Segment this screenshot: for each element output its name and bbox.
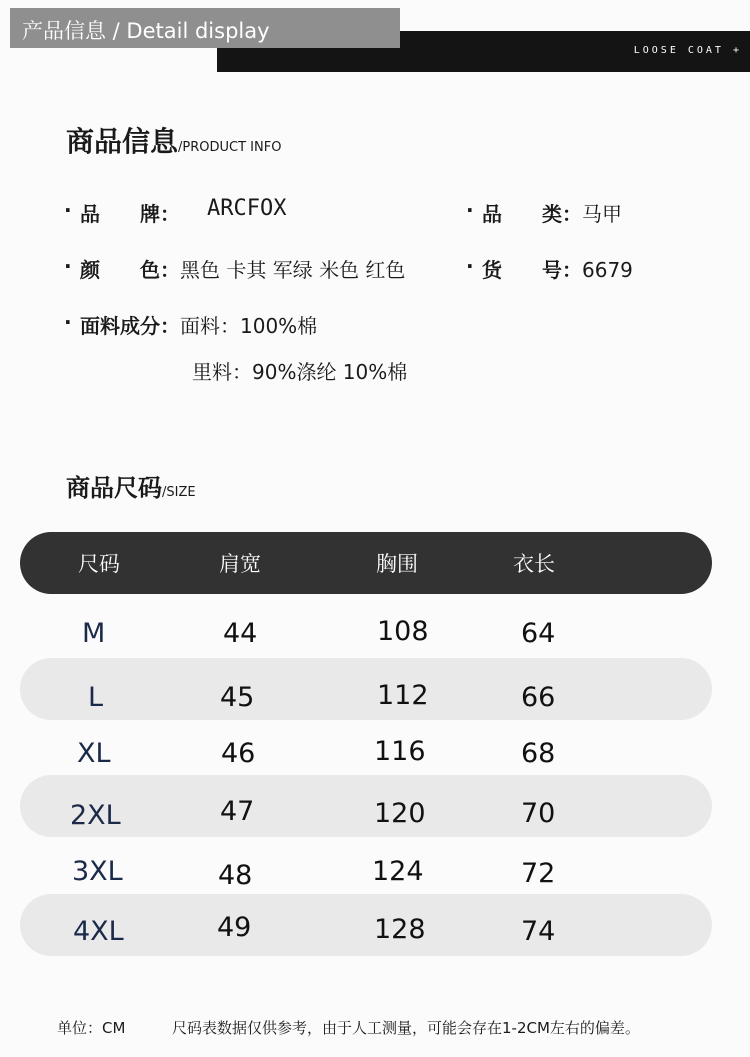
table-cell-chest: 112 bbox=[377, 680, 429, 711]
header-size: 尺码 bbox=[78, 552, 120, 576]
bullet-dot: · bbox=[466, 254, 474, 278]
table-cell-shoulder: 46 bbox=[221, 738, 256, 769]
product-info-title-cn: 商品信息 bbox=[66, 125, 179, 158]
table-cell-shoulder: 44 bbox=[223, 618, 258, 649]
fabric-label: 面料成分： bbox=[80, 314, 180, 338]
header-shoulder: 肩宽 bbox=[219, 552, 261, 576]
table-cell-chest: 128 bbox=[374, 914, 426, 945]
table-cell-size: 3XL bbox=[72, 856, 123, 887]
table-row-stripe bbox=[20, 658, 712, 720]
table-cell-chest: 120 bbox=[374, 798, 426, 829]
table-cell-length: 66 bbox=[521, 682, 556, 713]
table-cell-length: 64 bbox=[521, 618, 556, 649]
lining-value: 里料：90%涤纶 10%棉 bbox=[192, 360, 408, 384]
product-info-title-en: /PRODUCT INFO bbox=[178, 140, 282, 155]
color-value: 黑色 卡其 军绿 米色 红色 bbox=[180, 258, 406, 282]
table-cell-shoulder: 48 bbox=[218, 860, 253, 891]
fabric-value: 面料：100%棉 bbox=[180, 314, 318, 338]
table-row-stripe bbox=[20, 775, 712, 837]
table-cell-shoulder: 49 bbox=[217, 912, 252, 943]
bullet-dot: · bbox=[64, 310, 72, 334]
table-cell-size: 2XL bbox=[70, 800, 121, 831]
table-cell-size: XL bbox=[77, 738, 111, 769]
size-table-header bbox=[20, 532, 712, 594]
color-label: 颜 色： bbox=[80, 258, 180, 282]
header-chest: 胸围 bbox=[376, 552, 418, 576]
category-label: 品 类： bbox=[482, 202, 582, 226]
item-no-value: 6679 bbox=[582, 258, 633, 282]
table-cell-shoulder: 47 bbox=[220, 796, 255, 827]
size-title bbox=[66, 468, 196, 503]
size-title-cn: 商品尺码 bbox=[66, 474, 162, 502]
brand-value-row bbox=[207, 196, 286, 221]
table-cell-shoulder: 45 bbox=[220, 682, 255, 713]
bullet-dot: · bbox=[466, 198, 474, 222]
table-cell-length: 70 bbox=[521, 798, 556, 829]
header-length: 衣长 bbox=[513, 552, 555, 576]
category-value: 马甲 bbox=[582, 202, 622, 226]
item-no-label: 货 号： bbox=[482, 258, 582, 282]
table-cell-size: 4XL bbox=[73, 916, 124, 947]
item-no-row bbox=[482, 254, 633, 283]
header-title: 产品信息 / Detail display bbox=[22, 19, 270, 43]
footer-unit: 单位：CM bbox=[57, 1019, 126, 1037]
color-row bbox=[80, 254, 405, 283]
table-cell-size: L bbox=[88, 682, 104, 713]
table-cell-length: 74 bbox=[521, 916, 556, 947]
table-row-stripe bbox=[20, 894, 712, 956]
bullet-dot: · bbox=[64, 254, 72, 278]
lining-row bbox=[192, 356, 407, 385]
fabric-row bbox=[80, 310, 317, 339]
table-cell-chest: 108 bbox=[377, 616, 429, 647]
category-row bbox=[482, 198, 622, 227]
table-cell-chest: 116 bbox=[374, 736, 426, 767]
footer-note: 尺码表数据仅供参考，由于人工测量，可能会存在1-2CM左右的偏差。 bbox=[172, 1019, 640, 1037]
bullet-dot: · bbox=[64, 198, 72, 222]
brand-row bbox=[80, 198, 180, 227]
brand-value: ARCFOX bbox=[207, 196, 287, 221]
table-cell-chest: 124 bbox=[372, 856, 424, 887]
table-cell-size: M bbox=[82, 618, 106, 649]
product-info-title bbox=[66, 120, 281, 160]
brand-label: 品 牌： bbox=[80, 202, 180, 226]
table-cell-length: 72 bbox=[521, 858, 556, 889]
header-tag: LOOSE COAT + bbox=[633, 45, 742, 56]
size-title-en: /SIZE bbox=[162, 485, 196, 500]
table-cell-length: 68 bbox=[521, 738, 556, 769]
